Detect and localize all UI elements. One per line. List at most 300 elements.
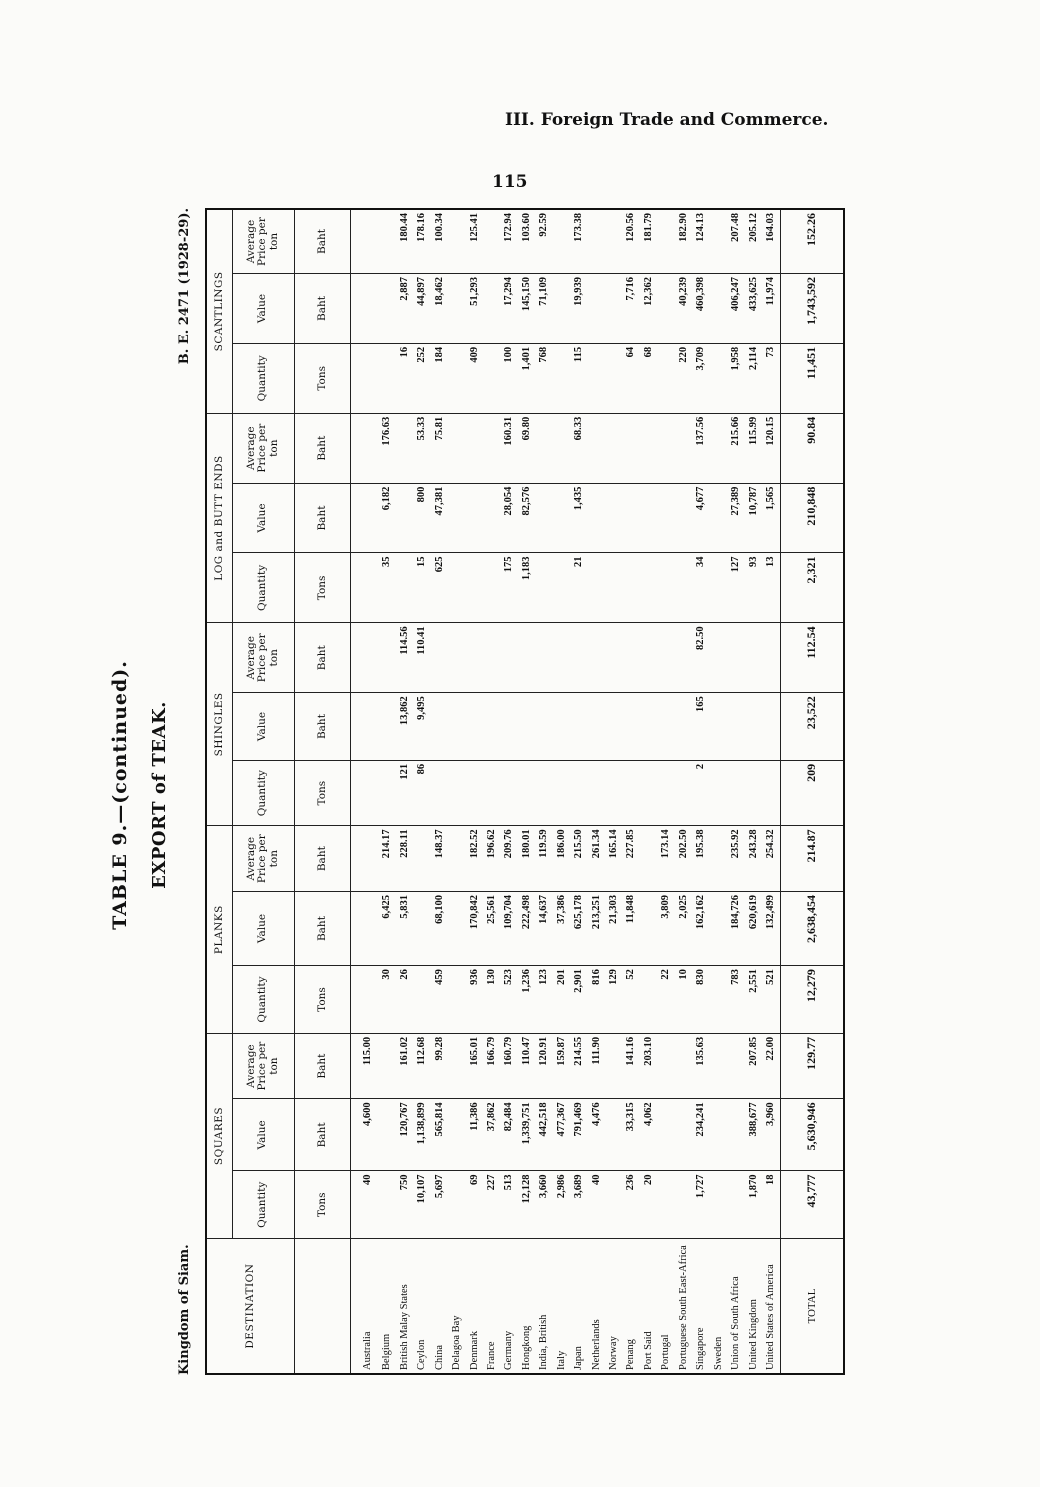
value-cell xyxy=(640,826,657,892)
table-row xyxy=(640,209,657,1374)
value-cell xyxy=(553,693,570,761)
value-cell: 129 xyxy=(605,966,622,1034)
value-cell: 40 xyxy=(588,1171,605,1239)
value-cell: 936 xyxy=(465,966,482,1034)
value-cell: 625,178 xyxy=(570,891,587,965)
value-cell xyxy=(378,1033,395,1099)
value-cell: 513 xyxy=(500,1171,517,1239)
value-cell xyxy=(500,760,517,826)
value-cell: 2,901 xyxy=(570,966,587,1034)
value-cell: 234,241 xyxy=(692,1099,709,1171)
value-cell xyxy=(535,483,552,553)
value-cell xyxy=(351,209,378,274)
value-cell: 127 xyxy=(727,553,744,623)
total-cell: 2,638,454 xyxy=(780,891,844,965)
value-cell: 207.85 xyxy=(744,1033,761,1099)
value-cell xyxy=(605,693,622,761)
destination-cell: United Kingdom xyxy=(744,1239,761,1374)
value-cell xyxy=(448,413,465,483)
value-cell: 44,897 xyxy=(413,274,430,344)
value-cell: 181.79 xyxy=(640,209,657,274)
value-cell: 2,551 xyxy=(744,966,761,1034)
value-cell: 176.63 xyxy=(378,413,395,483)
value-cell xyxy=(727,1171,744,1239)
value-cell: 768 xyxy=(535,343,552,413)
value-cell: 115.00 xyxy=(351,1033,378,1099)
value-cell: 215.50 xyxy=(570,826,587,892)
value-cell xyxy=(657,553,674,623)
value-cell xyxy=(605,483,622,553)
value-cell: 3,660 xyxy=(535,1171,552,1239)
value-cell: 2,887 xyxy=(396,274,413,344)
value-cell: 172.94 xyxy=(500,209,517,274)
col-header-quantity: Quantity xyxy=(232,760,294,826)
value-cell: 1,138,899 xyxy=(413,1099,430,1171)
table-subtitle: EXPORT of TEAK. xyxy=(149,701,170,889)
value-cell xyxy=(413,891,430,965)
value-cell xyxy=(553,760,570,826)
value-cell: 14,637 xyxy=(535,891,552,965)
value-cell: 162,162 xyxy=(692,891,709,965)
value-cell xyxy=(762,760,780,826)
value-cell xyxy=(535,760,552,826)
value-cell: 82,576 xyxy=(518,483,535,553)
value-cell: 409 xyxy=(465,343,482,413)
value-cell: 132,499 xyxy=(762,891,780,965)
unit-value: Baht xyxy=(294,891,351,965)
col-header-quantity: Quantity xyxy=(232,553,294,623)
value-cell xyxy=(378,1099,395,1171)
value-cell: 791,469 xyxy=(570,1099,587,1171)
value-cell: 625 xyxy=(431,553,448,623)
value-cell xyxy=(378,274,395,344)
table-row xyxy=(351,209,378,1374)
value-cell: 115.99 xyxy=(744,413,761,483)
value-cell xyxy=(710,826,727,892)
value-cell: 111.90 xyxy=(588,1033,605,1099)
value-cell: 477,367 xyxy=(553,1099,570,1171)
value-cell: 1,727 xyxy=(692,1171,709,1239)
value-cell xyxy=(727,693,744,761)
value-cell: 1,435 xyxy=(570,483,587,553)
value-cell: 1,183 xyxy=(518,553,535,623)
value-cell: 10 xyxy=(675,966,692,1034)
value-cell xyxy=(351,623,378,693)
destination-cell: Denmark xyxy=(465,1239,482,1374)
value-cell: 433,625 xyxy=(744,274,761,344)
value-cell: 11,974 xyxy=(762,274,780,344)
unit-average: Baht xyxy=(294,413,351,483)
group-shingles: SHINGLES xyxy=(206,623,232,826)
value-cell: 1,401 xyxy=(518,343,535,413)
value-cell: 252 xyxy=(413,343,430,413)
value-cell xyxy=(657,413,674,483)
value-cell: 203.10 xyxy=(640,1033,657,1099)
total-cell: 210,848 xyxy=(780,483,844,553)
value-cell xyxy=(657,1033,674,1099)
table-row xyxy=(588,209,605,1374)
value-cell xyxy=(500,693,517,761)
value-cell: 18 xyxy=(762,1171,780,1239)
value-cell: 100.34 xyxy=(431,209,448,274)
value-cell xyxy=(448,1033,465,1099)
value-cell xyxy=(744,760,761,826)
value-cell xyxy=(727,760,744,826)
group-squares: SQUARES xyxy=(206,1033,232,1238)
value-cell: 2,025 xyxy=(675,891,692,965)
value-cell xyxy=(605,209,622,274)
value-cell xyxy=(570,760,587,826)
destination-cell: Australia xyxy=(351,1239,378,1374)
value-cell: 4,476 xyxy=(588,1099,605,1171)
value-cell: 33,315 xyxy=(622,1099,639,1171)
destination-cell: Delagoa Bay xyxy=(448,1239,465,1374)
value-cell xyxy=(553,553,570,623)
value-cell xyxy=(448,623,465,693)
value-cell: 160.79 xyxy=(500,1033,517,1099)
value-cell: 9,495 xyxy=(413,693,430,761)
col-header-quantity: Quantity xyxy=(232,343,294,413)
value-cell: 164.03 xyxy=(762,209,780,274)
value-cell: 53.33 xyxy=(413,413,430,483)
value-cell xyxy=(378,760,395,826)
value-cell xyxy=(710,209,727,274)
value-cell: 227.85 xyxy=(622,826,639,892)
value-cell: 123 xyxy=(535,966,552,1034)
destination-cell: China xyxy=(431,1239,448,1374)
value-cell: 124.13 xyxy=(692,209,709,274)
destination-cell: Portugal xyxy=(657,1239,674,1374)
total-cell: 12,279 xyxy=(780,966,844,1034)
value-cell: 86 xyxy=(413,760,430,826)
value-cell: 460,398 xyxy=(692,274,709,344)
value-cell: 1,236 xyxy=(518,966,535,1034)
group-planks: PLANKS xyxy=(206,826,232,1033)
total-cell: 11,451 xyxy=(780,343,844,413)
value-cell: 4,600 xyxy=(351,1099,378,1171)
value-cell: 73 xyxy=(762,343,780,413)
destination-cell: France xyxy=(483,1239,500,1374)
table-row xyxy=(605,209,622,1374)
value-cell xyxy=(351,966,378,1034)
value-cell: 1,870 xyxy=(744,1171,761,1239)
table-row xyxy=(431,209,448,1374)
value-cell: 195.38 xyxy=(692,826,709,892)
value-cell: 182.52 xyxy=(465,826,482,892)
value-cell: 2,114 xyxy=(744,343,761,413)
value-cell: 254.32 xyxy=(762,826,780,892)
total-label: TOTAL xyxy=(780,1239,844,1374)
value-cell xyxy=(553,413,570,483)
value-cell: 141.16 xyxy=(622,1033,639,1099)
table-row xyxy=(465,209,482,1374)
destination-cell: Italy xyxy=(553,1239,570,1374)
value-cell: 110.41 xyxy=(413,623,430,693)
table-row xyxy=(535,209,552,1374)
value-cell: 11,386 xyxy=(465,1099,482,1171)
value-cell: 121 xyxy=(396,760,413,826)
value-cell xyxy=(553,343,570,413)
value-cell: 21,303 xyxy=(605,891,622,965)
destination-cell: Port Said xyxy=(640,1239,657,1374)
value-cell xyxy=(431,760,448,826)
table-row xyxy=(657,209,674,1374)
destination-cell: Penang xyxy=(622,1239,639,1374)
value-cell xyxy=(675,553,692,623)
value-cell: 207.48 xyxy=(727,209,744,274)
value-cell xyxy=(657,1171,674,1239)
value-cell xyxy=(553,483,570,553)
value-cell: 37,862 xyxy=(483,1099,500,1171)
value-cell: 69.80 xyxy=(518,413,535,483)
value-cell: 830 xyxy=(692,966,709,1034)
value-cell xyxy=(675,413,692,483)
value-cell: 47,381 xyxy=(431,483,448,553)
value-cell xyxy=(351,483,378,553)
value-cell xyxy=(710,693,727,761)
total-cell: 23,522 xyxy=(780,693,844,761)
value-cell xyxy=(710,891,727,965)
value-cell xyxy=(762,623,780,693)
value-cell: 783 xyxy=(727,966,744,1034)
value-cell: 82.50 xyxy=(692,623,709,693)
total-row xyxy=(780,209,844,1374)
total-cell: 43,777 xyxy=(780,1171,844,1239)
value-cell: 170,842 xyxy=(465,891,482,965)
value-cell: 750 xyxy=(396,1171,413,1239)
value-cell xyxy=(535,553,552,623)
total-cell: 112.54 xyxy=(780,623,844,693)
col-header-average: Average Price per ton xyxy=(232,623,294,693)
value-cell: 7,716 xyxy=(622,274,639,344)
value-cell: 205.12 xyxy=(744,209,761,274)
value-cell xyxy=(727,1099,744,1171)
value-cell xyxy=(448,891,465,965)
value-cell: 18,462 xyxy=(431,274,448,344)
value-cell xyxy=(483,343,500,413)
total-cell: 214.87 xyxy=(780,826,844,892)
value-cell xyxy=(483,760,500,826)
value-cell: 109,704 xyxy=(500,891,517,965)
value-cell xyxy=(431,623,448,693)
value-cell: 145,150 xyxy=(518,274,535,344)
value-cell: 30 xyxy=(378,966,395,1034)
value-cell xyxy=(710,483,727,553)
value-cell: 222,498 xyxy=(518,891,535,965)
value-cell: 213,251 xyxy=(588,891,605,965)
value-cell: 178.16 xyxy=(413,209,430,274)
value-cell xyxy=(448,826,465,892)
value-cell xyxy=(605,343,622,413)
value-cell xyxy=(727,1033,744,1099)
value-cell: 180.01 xyxy=(518,826,535,892)
destination-cell: Ceylon xyxy=(413,1239,430,1374)
value-cell: 6,182 xyxy=(378,483,395,553)
value-cell: 180.44 xyxy=(396,209,413,274)
value-cell xyxy=(378,209,395,274)
value-cell: 4,062 xyxy=(640,1099,657,1171)
value-cell: 64 xyxy=(622,343,639,413)
value-cell xyxy=(710,760,727,826)
value-cell xyxy=(431,693,448,761)
value-cell xyxy=(413,966,430,1034)
value-cell xyxy=(465,483,482,553)
table-row xyxy=(622,209,639,1374)
value-cell xyxy=(640,966,657,1034)
table-title: TABLE 9.—(continued). xyxy=(109,660,131,930)
value-cell: 110.47 xyxy=(518,1033,535,1099)
table-row xyxy=(500,209,517,1374)
value-cell: 17,294 xyxy=(500,274,517,344)
value-cell xyxy=(710,1171,727,1239)
unit-quantity: Tons xyxy=(294,1171,351,1239)
value-cell xyxy=(396,553,413,623)
value-cell xyxy=(553,209,570,274)
group-scantlings: SCANTLINGS xyxy=(206,209,232,413)
value-cell: 20 xyxy=(640,1171,657,1239)
value-cell xyxy=(351,343,378,413)
value-cell: 459 xyxy=(431,966,448,1034)
value-cell xyxy=(465,553,482,623)
value-cell xyxy=(657,623,674,693)
value-cell xyxy=(448,553,465,623)
value-cell xyxy=(640,483,657,553)
value-cell xyxy=(710,1033,727,1099)
unit-value: Baht xyxy=(294,483,351,553)
value-cell: 120.15 xyxy=(762,413,780,483)
value-cell: 220 xyxy=(675,343,692,413)
value-cell: 406,247 xyxy=(727,274,744,344)
value-cell xyxy=(657,1099,674,1171)
value-cell xyxy=(675,1099,692,1171)
value-cell xyxy=(622,760,639,826)
value-cell xyxy=(744,693,761,761)
value-cell: 160.31 xyxy=(500,413,517,483)
value-cell: 166.79 xyxy=(483,1033,500,1099)
value-cell xyxy=(657,209,674,274)
rotated-table-page xyxy=(109,208,845,1375)
value-cell: 120,767 xyxy=(396,1099,413,1171)
value-cell: 182.90 xyxy=(675,209,692,274)
value-cell: 228.11 xyxy=(396,826,413,892)
group-log-butt-ends: LOG and BUTT ENDS xyxy=(206,413,232,623)
value-cell: 119.59 xyxy=(535,826,552,892)
destination-cell: United States of America xyxy=(762,1239,780,1374)
value-cell: 159.87 xyxy=(553,1033,570,1099)
value-cell xyxy=(622,483,639,553)
value-cell xyxy=(605,760,622,826)
value-cell xyxy=(535,693,552,761)
unit-quantity: Tons xyxy=(294,553,351,623)
table-row xyxy=(483,209,500,1374)
value-cell xyxy=(640,413,657,483)
value-cell xyxy=(710,966,727,1034)
value-cell: 92.59 xyxy=(535,209,552,274)
table-row xyxy=(413,209,430,1374)
value-cell xyxy=(483,623,500,693)
value-cell: 186.00 xyxy=(553,826,570,892)
unit-quantity: Tons xyxy=(294,760,351,826)
value-cell xyxy=(448,1171,465,1239)
table-row xyxy=(710,209,727,1374)
value-cell: 15 xyxy=(413,553,430,623)
total-cell: 2,321 xyxy=(780,553,844,623)
value-cell xyxy=(351,553,378,623)
value-cell: 137.56 xyxy=(692,413,709,483)
value-cell xyxy=(448,760,465,826)
value-cell xyxy=(605,1099,622,1171)
value-cell xyxy=(622,413,639,483)
unit-average: Baht xyxy=(294,623,351,693)
destination-cell: Singapore xyxy=(692,1239,709,1374)
value-cell: 521 xyxy=(762,966,780,1034)
value-cell xyxy=(553,274,570,344)
value-cell: 11,848 xyxy=(622,891,639,965)
value-cell xyxy=(588,553,605,623)
era-label: B. E. 2471 (1928-29). xyxy=(177,208,192,365)
value-cell xyxy=(657,760,674,826)
table-row xyxy=(518,209,535,1374)
unit-value: Baht xyxy=(294,693,351,761)
value-cell xyxy=(588,413,605,483)
value-cell xyxy=(640,553,657,623)
value-cell xyxy=(640,891,657,965)
value-cell xyxy=(605,1033,622,1099)
value-cell: 68 xyxy=(640,343,657,413)
value-cell: 175 xyxy=(500,553,517,623)
value-cell xyxy=(675,483,692,553)
value-cell xyxy=(483,209,500,274)
value-cell: 201 xyxy=(553,966,570,1034)
destination-cell: Netherlands xyxy=(588,1239,605,1374)
value-cell: 620,619 xyxy=(744,891,761,965)
value-cell: 16 xyxy=(396,343,413,413)
value-cell: 184,726 xyxy=(727,891,744,965)
value-cell: 209.76 xyxy=(500,826,517,892)
table-row xyxy=(692,209,709,1374)
value-cell: 236 xyxy=(622,1171,639,1239)
value-cell xyxy=(657,483,674,553)
unit-average: Baht xyxy=(294,826,351,892)
value-cell xyxy=(448,483,465,553)
value-cell xyxy=(640,760,657,826)
value-cell xyxy=(727,623,744,693)
destination-header: DESTINATION xyxy=(206,1239,294,1374)
value-cell: 184 xyxy=(431,343,448,413)
value-cell xyxy=(351,413,378,483)
value-cell: 1,958 xyxy=(727,343,744,413)
value-cell: 130 xyxy=(483,966,500,1034)
value-cell: 135.63 xyxy=(692,1033,709,1099)
destination-cell: British Malay States xyxy=(396,1239,413,1374)
value-cell xyxy=(553,623,570,693)
value-cell: 4,677 xyxy=(692,483,709,553)
value-cell xyxy=(465,693,482,761)
value-cell xyxy=(378,623,395,693)
total-cell: 152.26 xyxy=(780,209,844,274)
value-cell: 19,939 xyxy=(570,274,587,344)
value-cell xyxy=(675,693,692,761)
value-cell xyxy=(351,826,378,892)
value-cell: 28,054 xyxy=(500,483,517,553)
total-cell: 209 xyxy=(780,760,844,826)
value-cell: 51,293 xyxy=(465,274,482,344)
value-cell xyxy=(483,483,500,553)
value-cell xyxy=(657,693,674,761)
value-cell: 3,689 xyxy=(570,1171,587,1239)
total-cell: 90.84 xyxy=(780,413,844,483)
value-cell: 99.28 xyxy=(431,1033,448,1099)
